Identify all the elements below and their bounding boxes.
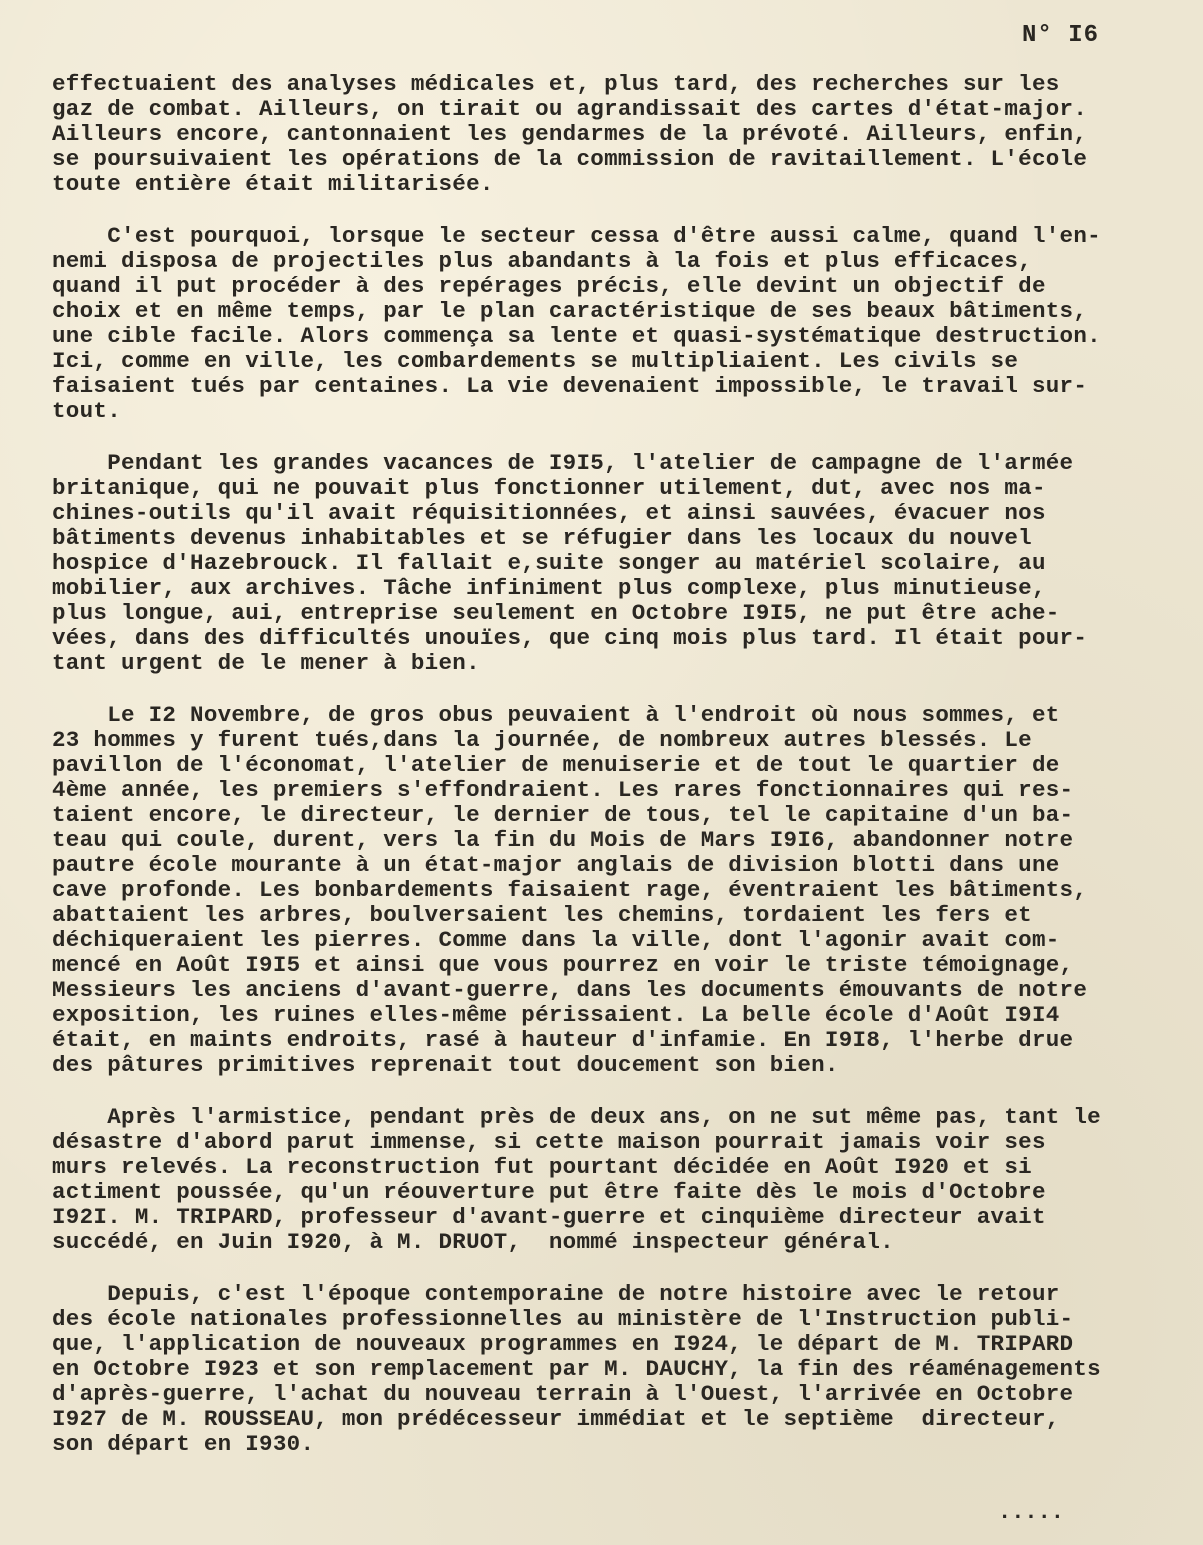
text-line: I927 de M. ROUSSEAU, mon prédécesseur immédiat et le septième directeur, — [52, 1406, 1060, 1432]
text-line: déchiqueraient les pierres. Comme dans la ville, dont l'agonir avait com- — [52, 927, 1060, 953]
text-line: une cible facile. Alors commença sa lente et quasi-systématique destruction. — [52, 323, 1101, 349]
text-line: 23 hommes y furent tués,dans la journée, de nombreux autres blessés. Le — [52, 727, 1032, 753]
text-line: désastre d'abord parut immense, si cette maison pourrait jamais voir ses — [52, 1129, 1046, 1155]
text-line: Le I2 Novembre, de gros obus peuvaient à l'endroit où nous sommes, et — [52, 702, 1060, 728]
text-line: hospice d'Hazebrouck. Il fallait e,suite songer au matériel scolaire, au — [52, 550, 1046, 576]
text-line: effectuaient des analyses médicales et, plus tard, des recherches sur les — [52, 71, 1060, 97]
body-text — [52, 72, 1198, 1457]
paragraph-1 — [52, 72, 1198, 197]
text-line: I92I. M. TRIPARD, professeur d'avant-guerre et cinquième directeur avait — [52, 1204, 1046, 1230]
text-line: britanique, qui ne pouvait plus fonctionner utilement, dut, avec nos ma- — [52, 475, 1046, 501]
paragraph-5 — [52, 1105, 1198, 1255]
text-line: était, en maints endroits, rasé à hauteur d'infamie. En I9I8, l'herbe drue — [52, 1027, 1074, 1053]
text-line: exposition, les ruines elles-même périssaient. La belle école d'Août I9I4 — [52, 1002, 1060, 1028]
text-line: Pendant les grandes vacances de I9I5, l'atelier de campagne de l'armée — [52, 450, 1074, 476]
text-line: plus longue, aui, entreprise seulement en Octobre I9I5, ne put être ache- — [52, 600, 1060, 626]
text-line: se poursuivaient les opérations de la commission de ravitaillement. L'école — [52, 146, 1088, 172]
text-line: Depuis, c'est l'époque contemporaine de notre histoire avec le retour — [52, 1281, 1060, 1307]
text-line: toute entière était militarisée. — [52, 171, 494, 197]
text-line: C'est pourquoi, lorsque le secteur cessa d'être aussi calme, quand l'en- — [52, 223, 1101, 249]
paragraph-6 — [52, 1282, 1198, 1457]
text-line: nemi disposa de projectiles plus abandants à la fois et plus efficaces, — [52, 248, 1032, 274]
text-line: Après l'armistice, pendant près de deux ans, on ne sut même pas, tant le — [52, 1104, 1101, 1130]
text-line: gaz de combat. Ailleurs, on tirait ou agrandissait des cartes d'état-major. — [52, 96, 1088, 122]
text-line: succédé, en Juin I920, à M. DRUOT, nommé inspecteur général. — [52, 1229, 894, 1255]
text-line: pavillon de l'économat, l'atelier de menuiserie et de tout le quartier de — [52, 752, 1060, 778]
text-line: mencé en Août I9I5 et ainsi que vous pourrez en voir le triste témoignage, — [52, 952, 1074, 978]
text-line: Ici, comme en ville, les combardements se multipliaient. Les civils se — [52, 348, 1019, 374]
text-line: des école nationales professionnelles au ministère de l'Instruction publi- — [52, 1306, 1074, 1332]
text-line: chines-outils qu'il avait réquisitionnées, et ainsi sauvées, évacuer nos — [52, 500, 1046, 526]
text-line: abattaient les arbres, boulversaient les chemins, tordaient les fers et — [52, 902, 1032, 928]
text-line: Messieurs les anciens d'avant-guerre, dans les documents émouvants de notre — [52, 977, 1088, 1003]
text-line: des pâtures primitives reprenait tout doucement son bien. — [52, 1052, 839, 1078]
paragraph-3 — [52, 451, 1198, 676]
text-line: taient encore, le directeur, le dernier de tous, tel le capitaine d'un ba- — [52, 802, 1074, 828]
text-line: cave profonde. Les bonbardements faisaient rage, éventraient les bâtiments, — [52, 877, 1088, 903]
text-line: en Octobre I923 et son remplacement par M. DAUCHY, la fin des réaménagements — [52, 1356, 1101, 1382]
text-line: Ailleurs encore, cantonnaient les gendarmes de la prévoté. Ailleurs, enfin, — [52, 121, 1088, 147]
text-line: 4ème année, les premiers s'effondraient. Les rares fonctionnaires qui res- — [52, 777, 1074, 803]
text-line: vées, dans des difficultés unouïes, que cinq mois plus tard. Il était pour- — [52, 625, 1088, 651]
text-line: faisaient tués par centaines. La vie devenaient impossible, le travail sur- — [52, 373, 1088, 399]
text-line: tout. — [52, 398, 122, 424]
page-number: N° I6 — [1022, 22, 1100, 49]
footer-dots: ..... — [998, 1500, 1065, 1525]
paragraph-4 — [52, 703, 1198, 1078]
text-line: murs relevés. La reconstruction fut pourtant décidée en Août I920 et si — [52, 1154, 1032, 1180]
text-line: d'après-guerre, l'achat du nouveau terrain à l'Ouest, l'arrivée en Octobre — [52, 1381, 1074, 1407]
text-line: que, l'application de nouveaux programmes en I924, le départ de M. TRIPARD — [52, 1331, 1074, 1357]
paragraph-2 — [52, 224, 1198, 424]
text-line: tant urgent de le mener à bien. — [52, 650, 480, 676]
text-line: actiment poussée, qu'un réouverture put être faite dès le mois d'Octobre — [52, 1179, 1046, 1205]
text-line: choix et en même temps, par le plan caractéristique de ses beaux bâtiments, — [52, 298, 1088, 324]
text-line: pautre école mourante à un état-major anglais de division blotti dans une — [52, 852, 1060, 878]
text-line: bâtiments devenus inhabitables et se réfugier dans les locaux du nouvel — [52, 525, 1032, 551]
text-line: teau qui coule, durent, vers la fin du Mois de Mars I9I6, abandonner notre — [52, 827, 1074, 853]
text-line: quand il put procéder à des repérages précis, elle devint un objectif de — [52, 273, 1046, 299]
text-line: son départ en I930. — [52, 1431, 315, 1457]
text-line: mobilier, aux archives. Tâche infiniment plus complexe, plus minutieuse, — [52, 575, 1046, 601]
